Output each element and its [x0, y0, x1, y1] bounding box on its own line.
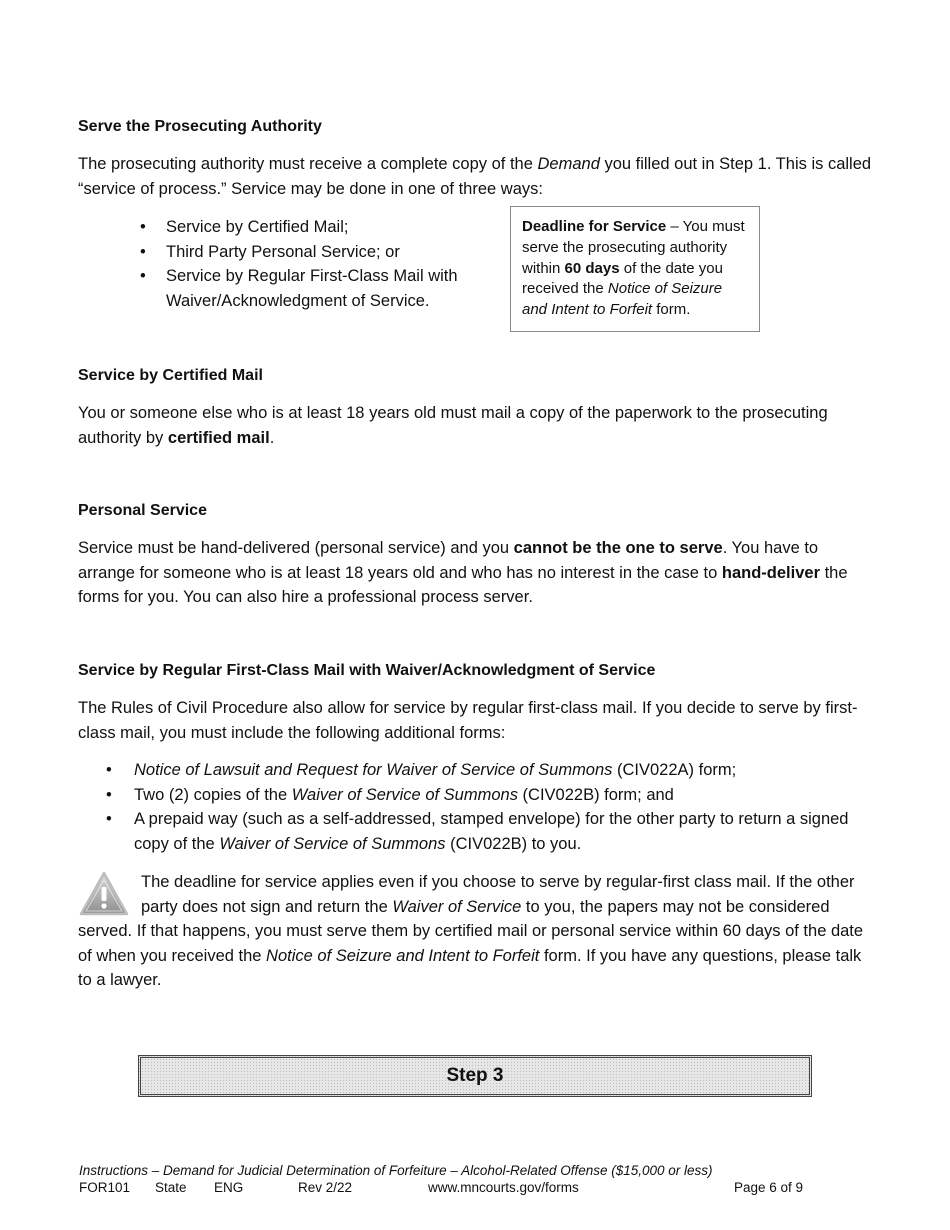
footer-revision: Rev 2/22	[298, 1180, 353, 1195]
list-item: • A prepaid way (such as a self-addressed, stamped envelope) for the other party to return a signed copy of the Waiver of Service of Summons (CIV022B) to you.	[104, 807, 884, 856]
list-item: • Service by Certified Mail;	[138, 215, 478, 240]
list-item: • Two (2) copies of the Waiver of Service of Summons (CIV022B) form; and	[104, 783, 884, 808]
list-item: • Third Party Personal Service; or	[138, 240, 478, 265]
service-methods-list	[138, 215, 478, 313]
step-banner	[138, 1055, 812, 1097]
section-paragraph-service-of-process: The prosecuting authority must receive a complete copy of the Demand you filled out in Step 1. This is called “service of process.” Service may be done in one of three ways:	[78, 155, 872, 198]
footer-language: ENG	[214, 1180, 244, 1195]
additional-forms-list	[104, 758, 884, 856]
section-heading-personal-service: Personal Service	[78, 502, 207, 519]
footer-form-id: FOR101	[79, 1180, 131, 1195]
section-paragraph-first-class-intro: The Rules of Civil Procedure also allow for service by regular first-class mail. If you decide to serve by first-class mail, you must include the following additional forms:	[78, 699, 858, 742]
section-paragraph-certified-mail: You or someone else who is at least 18 years old must mail a copy of the paperwork to the prosecuting authority by certified mail.	[78, 404, 828, 447]
warning-triangle-icon	[78, 870, 130, 918]
warning-paragraph-line-a: The deadline for service applies even if you choose to serve by regular-first class mail. If the other party does not sign and return the Waiver of Service to you, the papers may not be considered	[141, 873, 855, 916]
list-item: • Service by Regular First-Class Mail with Waiver/Acknowledgment of Service.	[138, 264, 478, 313]
footer-document-title: Instructions – Demand for Judicial Determination of Forfeiture – Alcohol-Related Offense ($15,000 or less)	[79, 1163, 713, 1178]
deadline-callout-box: Deadline for Service – You must serve the prosecuting authority within 60 days of the date you received the Notice of Seizure and Intent to Forfeit form.	[510, 206, 760, 332]
step-banner-label: Step 3	[446, 1065, 504, 1086]
section-heading-certified-mail: Service by Certified Mail	[78, 367, 263, 384]
section-heading-serve-prosecuting-authority: Serve the Prosecuting Authority	[78, 118, 322, 135]
list-item: • Notice of Lawsuit and Request for Waiver of Service of Summons (CIV022A) form;	[104, 758, 884, 783]
footer-website: www.mncourts.gov/forms	[428, 1180, 579, 1195]
footer-page-number: Page 6 of 9	[734, 1180, 804, 1195]
footer-jurisdiction: State	[155, 1180, 187, 1195]
section-heading-first-class-mail: Service by Regular First-Class Mail with Waiver/Acknowledgment of Service	[78, 662, 656, 679]
warning-paragraph-line-b: served. If that happens, you must serve them by certified mail or personal service within 60 days of the date of when you received the Notice of Seizure and Intent to Forfeit form. If you have any questions, please talk to a lawyer.	[78, 922, 864, 989]
section-paragraph-personal-service: Service must be hand-delivered (personal service) and you cannot be the one to serve. You have to arrange for someone who is at least 18 years old and who has no interest in the case to hand-deliver the forms for you. You can also hire a professional process server.	[78, 539, 848, 606]
